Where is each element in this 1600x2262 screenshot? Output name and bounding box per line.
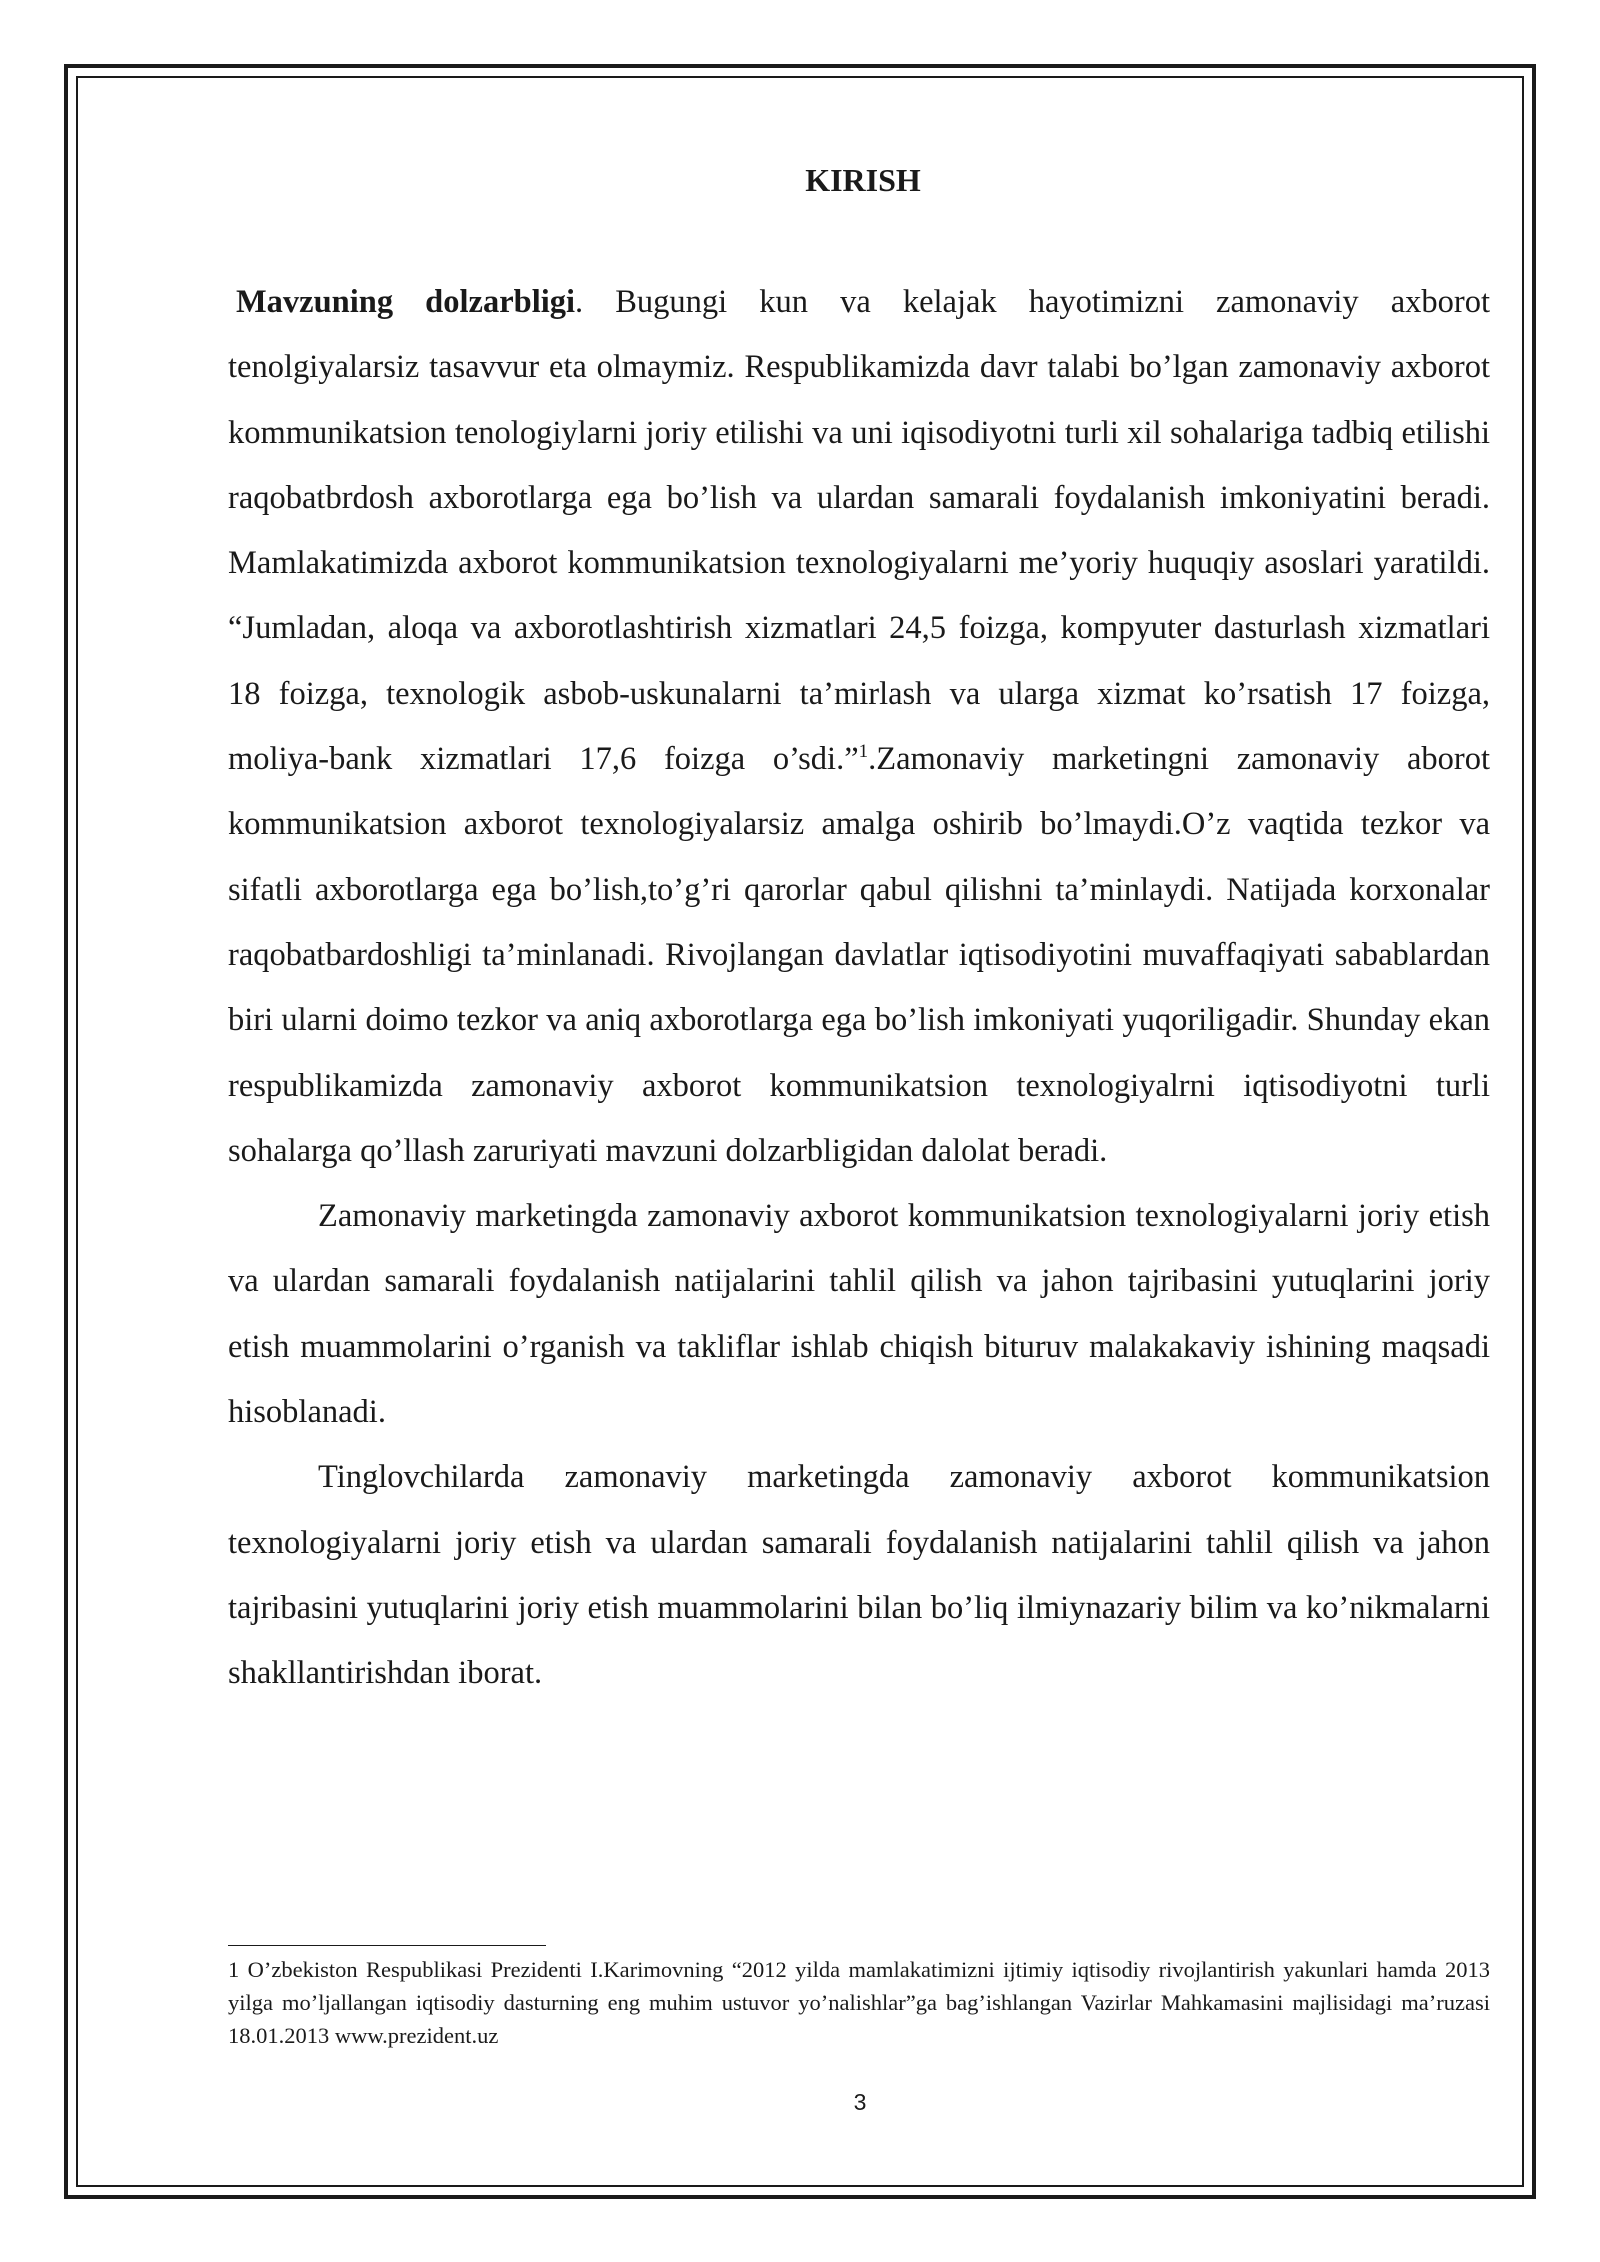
footnote-reference[interactable]: 1 — [858, 741, 869, 763]
footnote-separator — [228, 1945, 546, 1946]
body-paragraph: Zamonaviy marketingda zamonaviy axborot kommunikatsion texnologiyalarni joriy etish va ulardan samarali foydalanish natijalarini tahlil qilish va jahon tajribasini yutuqlarini joriy etish muammolarini o’rganish va takliflar ishlab chiqish bituruv malakakaviy ishining maqsadi hisoblanadi. — [228, 1198, 1490, 1431]
intro-text-after-ref: .Zamonaviy marketingni zamonaviy aborot kommunikatsion axborot texnologiyalarsiz amalga oshirib bo’lmaydi.O’z vaqtida tezkor va sifatli axborotlarga ega bo’lish,to’g’ri qarorlar qabul qilishni ta’minlaydi. Natijada korxonalar raqobatbardoshligi ta’minlanadi. Rivojlangan davlatlar iqtisodiyotini muvaffaqiyati sabablardan biri ularni doimo tezkor va aniq axborotlarga ega bo’lish imkoniyati yuqoriligadir. Shunday ekan respublikamizda zamonaviy axborot kommunikatsion texnologiyalrni iqtisodiyotni turli sohalarga qo’llash zaruriyati mavzuni dolzarbligidan dalolat beradi. — [228, 741, 1490, 1169]
intro-text-before-ref: . Bugungi kun va kelajak hayotimizni zamonaviy axborot tenolgiyalarsiz tasavvur eta olmaymiz. Respublikamizda davr talabi bo’lgan zamonaviy axborot kommunikatsion tenologiylarni joriy etilishi va uni iqisodiyotni turli xil sohalariga tadbiq etilishi raqobatbrdosh axborotlarga ega bo’lish va ulardan samarali foydalanish imkoniyatini beradi. Mamlakatimizda axborot kommunikatsion texnologiyalarni me’yoriy huquqiy asoslari yaratildi. “Jumladan, aloqa va axborotlashtirish xizmatlari 24,5 foizga, kompyuter dasturlash xizmatlari 18 foizga, texnologik asbob-uskunalarni ta’mirlash va ularga xizmat ko’rsatish 17 foizga, moliya-bank xizmatlari 17,6 foizga o’sdi.” — [228, 284, 1490, 778]
document-body — [228, 160, 1490, 1707]
footnote-text: 1 O’zbekiston Respublikasi Prezidenti I.Karimovning “2012 yilda mamlakatimizni ijtimiy iqtisodiy rivojlantirish yakunlari hamda 2013 yilga mo’ljallangan iqtisodiy dasturning eng muhim ustuvor yo’nalishlar”ga bag’ishlangan Vazirlar Mahkamasini majlisidagi ma’ruzasi 18.01.2013 www.prezident.uz — [228, 1957, 1490, 2048]
body-paragraph: Tinglovchilarda zamonaviy marketingda zamonaviy axborot kommunikatsion texnologiyalarni joriy etish va ulardan samarali foydalanish natijalarini tahlil qilish va jahon tajribasini yutuqlarini joriy etish muammolarini bilan bo’liq ilmiynazariy bilim va ko’nikmalarni shakllantirishdan iborat. — [228, 1459, 1490, 1692]
intro-paragraph — [228, 270, 1490, 1184]
intro-lead-heading: Mavzuning dolzarbligi — [236, 284, 576, 320]
page-number: 3 — [853, 2089, 867, 2115]
page-title: KIRISH — [805, 162, 921, 198]
